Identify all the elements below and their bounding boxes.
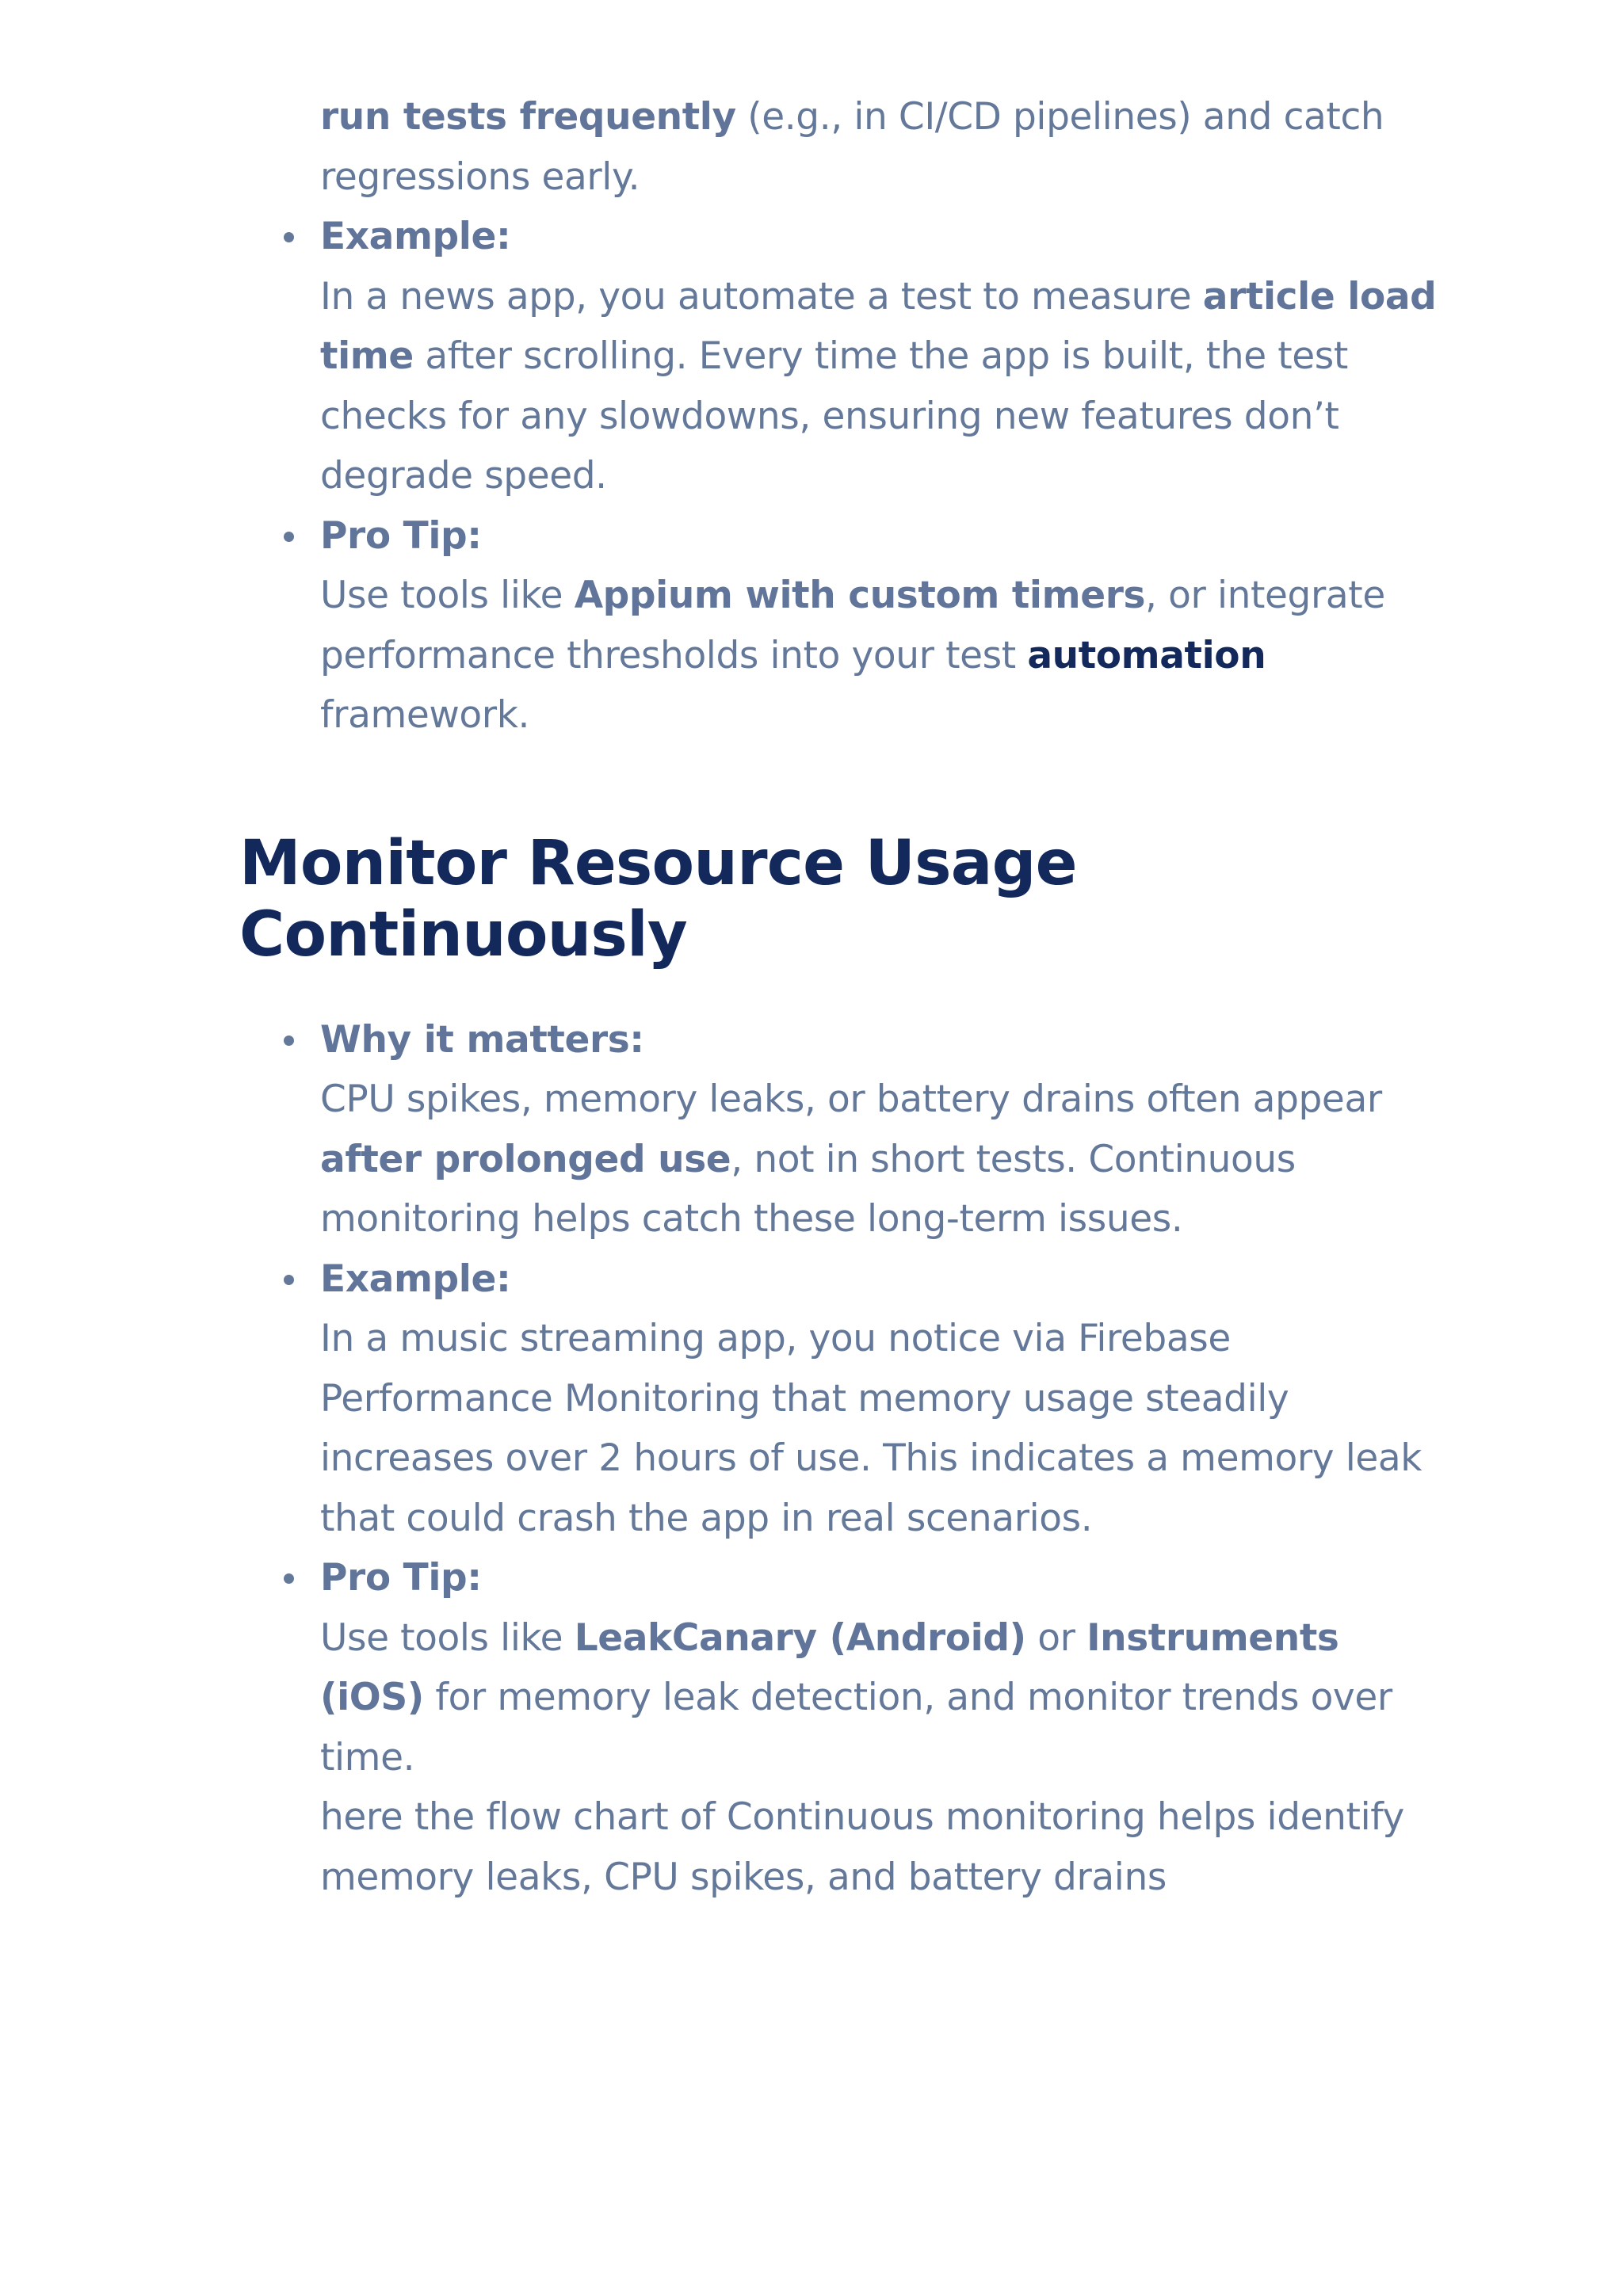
body-text: , not in short tests. Continuous monitoring helps catch these long-term issues.: [320, 1137, 1296, 1241]
list-item-body: [320, 1070, 1444, 1249]
list-item-title: Why it matters:: [320, 1017, 644, 1062]
document-content: [239, 87, 1444, 1907]
list-item: [239, 1249, 1444, 1549]
body-text: Use tools like: [320, 1615, 575, 1660]
continuation-text: (e.g., in CI/CD pipelines) and catch regressions early.: [320, 95, 1384, 199]
section-heading: Monitor Resource Usage Continuously: [239, 827, 1077, 971]
body-text: CPU spikes, memory leaks, or battery drains often appear: [320, 1077, 1382, 1121]
list-item-body: [320, 1608, 1444, 1788]
body-text: framework.: [320, 693, 530, 737]
list-item-body: [320, 1309, 1444, 1548]
emphasis-text: after prolonged use: [320, 1137, 731, 1181]
emphasis-text: automation: [1027, 633, 1266, 677]
bullet-dot-icon: [284, 232, 294, 242]
list-item-title: Example:: [320, 215, 511, 258]
body-text: In a music streaming app, you notice via Firebase Performance Monitoring that memory usage steadily increases over 2 hours of use. This indicates a memory leak that could crash the app in real scenarios.: [320, 1317, 1423, 1540]
body-text: In a news app, you automate a test to measure: [320, 274, 1203, 318]
bullet-dot-icon: [284, 532, 294, 542]
emphasis-text: Instruments (iOS): [320, 1615, 1339, 1719]
emphasis-text: LeakCanary (Android): [574, 1615, 1026, 1660]
top-bullet-list: [239, 207, 1444, 746]
list-item-body: [320, 566, 1444, 746]
emphasis-text: Appium with custom timers: [574, 574, 1146, 617]
body-text: Use tools like: [320, 574, 575, 617]
continuation-paragraph: [320, 87, 1444, 207]
body-text: , or integrate performance thresholds into your test: [320, 574, 1385, 677]
emphasis-text: article load time: [320, 274, 1437, 378]
list-item-body: [320, 267, 1444, 506]
list-item-title: Example:: [320, 1257, 511, 1301]
list-item: [239, 506, 1444, 746]
list-item: [239, 1010, 1444, 1249]
list-item: [239, 1548, 1444, 1907]
section-bullet-list: [239, 1010, 1444, 1908]
list-item: [239, 207, 1444, 506]
body-text: or: [1025, 1615, 1087, 1660]
list-item-extra-text: here the flow chart of Continuous monitoring helps identify memory leaks, CPU spikes, and battery drains: [320, 1795, 1404, 1899]
bullet-dot-icon: [284, 1275, 294, 1285]
continuation-bold-lead: run tests frequently: [320, 95, 736, 139]
bullet-dot-icon: [284, 1573, 294, 1584]
bullet-dot-icon: [284, 1035, 294, 1046]
list-item-title: Pro Tip:: [320, 513, 482, 558]
body-text: after scrolling. Every time the app is built, the test checks for any slowdowns, ensuring new features don’t degrade speed.: [320, 334, 1348, 498]
body-text: for memory leak detection, and monitor trends over time.: [320, 1676, 1392, 1779]
list-item-title: Pro Tip:: [320, 1556, 482, 1600]
